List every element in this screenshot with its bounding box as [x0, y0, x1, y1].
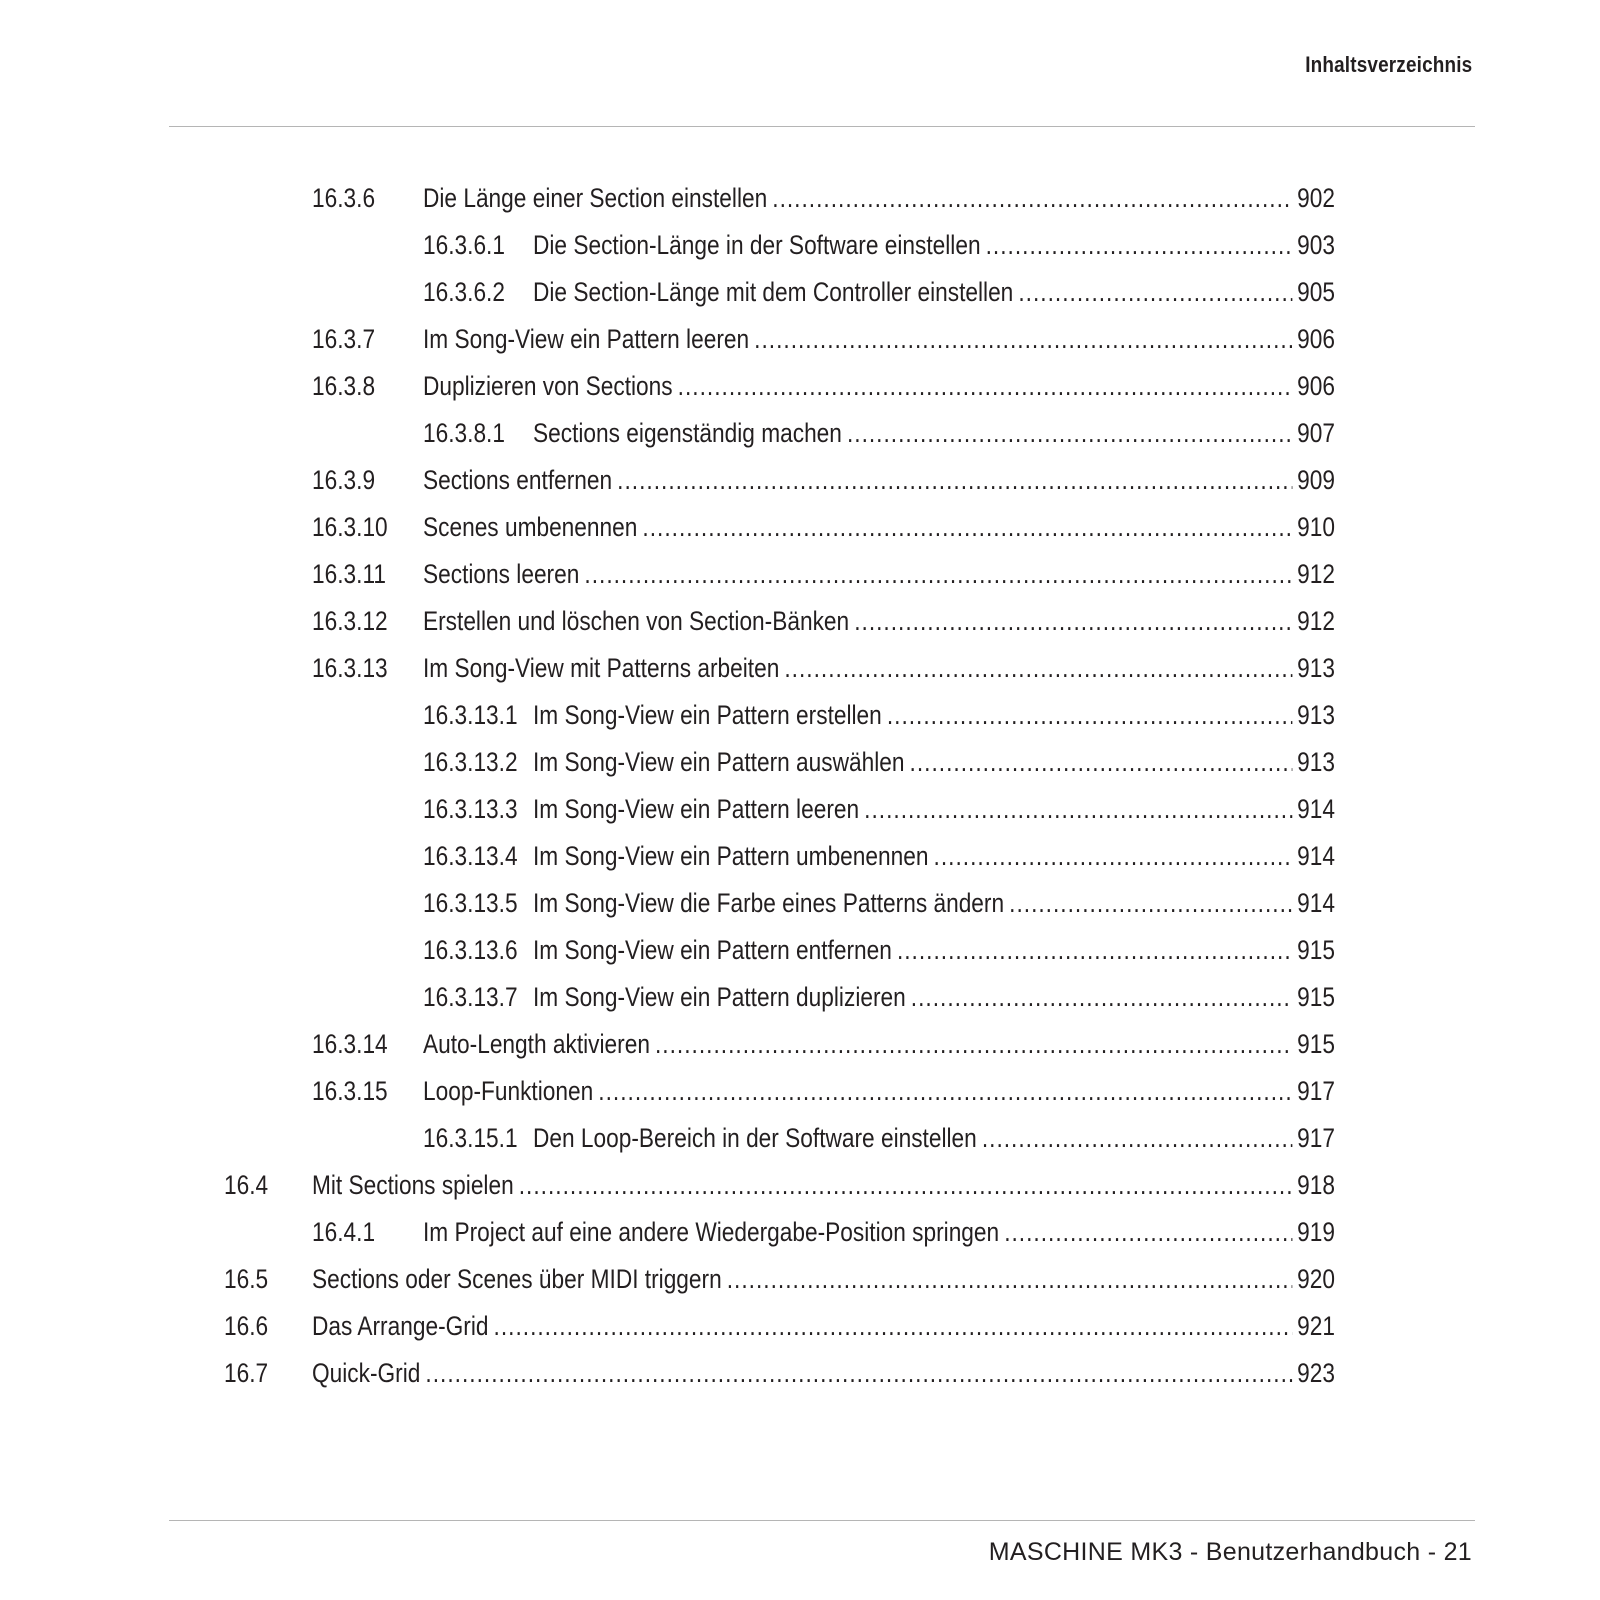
toc-entry-number: 16.7: [224, 1358, 269, 1388]
toc-dot-leader: [1009, 880, 1292, 927]
toc-entry-page: 906: [1297, 371, 1335, 401]
toc-entry[interactable]: [0, 504, 1600, 551]
toc-entry-line: [533, 1115, 1335, 1162]
toc-entry-page: 907: [1297, 418, 1335, 448]
toc-entry-number: 16.4: [224, 1170, 269, 1200]
toc-entry-number: 16.3.8: [312, 371, 376, 401]
toc-entry-line: [533, 410, 1335, 457]
toc-entry-page: 923: [1297, 1358, 1335, 1388]
toc-entry-page: 906: [1297, 324, 1335, 354]
toc-entry-number: 16.5: [224, 1264, 269, 1294]
toc-entry[interactable]: [0, 1162, 1600, 1209]
toc-entry-page: 920: [1297, 1264, 1335, 1294]
toc-entry-page: 915: [1297, 935, 1335, 965]
toc-entry-line: [312, 1162, 1335, 1209]
toc-entry-title: Duplizieren von Sections: [423, 371, 673, 401]
toc-entry-number: 16.3.15.1: [423, 1123, 518, 1153]
toc-dot-leader: [519, 1162, 1292, 1209]
toc-entry-title: Mit Sections spielen: [312, 1170, 514, 1200]
toc-entry-title: Im Project auf eine andere Wiedergabe-Position springen: [423, 1217, 1000, 1247]
toc-entry-line: [533, 786, 1335, 833]
toc-entry[interactable]: [0, 457, 1600, 504]
toc-entry-line: [533, 880, 1335, 927]
toc-entry[interactable]: [0, 1068, 1600, 1115]
toc-entry-number: 16.3.13.2: [423, 747, 518, 777]
toc-entry-title: Quick-Grid: [312, 1358, 421, 1388]
toc-entry-line: [423, 457, 1335, 504]
page-footer: MASCHINE MK3 - Benutzerhandbuch - 21: [988, 1538, 1472, 1566]
toc-entry-title: Im Song-View ein Pattern duplizieren: [533, 982, 906, 1012]
toc-dot-leader: [727, 1256, 1292, 1303]
toc-entry-number: 16.3.13.4: [423, 841, 518, 871]
toc-entry-line: [312, 1256, 1335, 1303]
toc-dot-leader: [897, 927, 1292, 974]
toc-entry-page: 912: [1297, 606, 1335, 636]
toc-entry-title: Loop-Funktionen: [423, 1076, 594, 1106]
toc-entry-number: 16.3.13.1: [423, 700, 518, 730]
toc-entry[interactable]: [0, 269, 1600, 316]
toc-entry-title: Die Section-Länge mit dem Controller einstellen: [533, 277, 1014, 307]
toc-entry-line: [423, 175, 1335, 222]
toc-dot-leader: [784, 645, 1292, 692]
toc-entry-title: Im Song-View ein Pattern umbenennen: [533, 841, 929, 871]
toc-entry-line: [312, 1350, 1335, 1397]
toc-entry-number: 16.3.14: [312, 1029, 388, 1059]
toc-entry[interactable]: [0, 1021, 1600, 1068]
toc-dot-leader: [494, 1303, 1293, 1350]
toc-entry-line: [423, 1068, 1335, 1115]
toc-entry-number: 16.3.13.5: [423, 888, 518, 918]
toc-entry[interactable]: [0, 222, 1600, 269]
toc-entry-page: 913: [1297, 653, 1335, 683]
toc-dot-leader: [425, 1350, 1292, 1397]
toc-dot-leader: [598, 1068, 1292, 1115]
toc-entry-page: 914: [1297, 841, 1335, 871]
toc-entry-page: 910: [1297, 512, 1335, 542]
toc-entry-number: 16.3.11: [312, 559, 386, 589]
toc-entry-number: 16.3.10: [312, 512, 388, 542]
toc-entry[interactable]: [0, 1350, 1600, 1397]
toc-entry[interactable]: [0, 363, 1600, 410]
toc-entry-title: Die Section-Länge in der Software einstellen: [533, 230, 981, 260]
toc-dot-leader: [934, 833, 1293, 880]
toc-entry-line: [423, 598, 1335, 645]
toc-entry[interactable]: [0, 316, 1600, 363]
toc-entry-number: 16.6: [224, 1311, 269, 1341]
toc-entry-page: 921: [1297, 1311, 1335, 1341]
toc-entry-line: [533, 692, 1335, 739]
toc-entry-line: [423, 645, 1335, 692]
page-header-title: Inhaltsverzeichnis: [1304, 52, 1472, 77]
toc-entry-title: Auto-Length aktivieren: [423, 1029, 650, 1059]
toc-dot-leader: [754, 316, 1292, 363]
toc-dot-leader: [678, 363, 1292, 410]
toc-entry-line: [533, 974, 1335, 1021]
toc-dot-leader: [1004, 1209, 1292, 1256]
toc-dot-leader: [910, 739, 1293, 786]
toc-entry-page: 902: [1297, 183, 1335, 213]
toc-entry-page: 919: [1297, 1217, 1335, 1247]
toc-dot-leader: [617, 457, 1292, 504]
toc-entry-title: Sections entfernen: [423, 465, 613, 495]
toc-entry-title: Erstellen und löschen von Section-Bänken: [423, 606, 850, 636]
toc-dot-leader: [584, 551, 1292, 598]
toc-entry[interactable]: [0, 692, 1600, 739]
toc-entry-line: [423, 504, 1335, 551]
toc-entry-title: Im Song-View ein Pattern auswählen: [533, 747, 905, 777]
toc-dot-leader: [887, 692, 1292, 739]
toc-entry-title: Sections eigenständig machen: [533, 418, 842, 448]
toc-entry[interactable]: [0, 786, 1600, 833]
toc-entry-page: 909: [1297, 465, 1335, 495]
toc-entry-title: Sections leeren: [423, 559, 580, 589]
toc-entry-page: 913: [1297, 747, 1335, 777]
toc-entry[interactable]: [0, 551, 1600, 598]
toc-entry-number: 16.3.15: [312, 1076, 388, 1106]
toc-entry-page: 917: [1297, 1076, 1335, 1106]
toc-dot-leader: [864, 786, 1292, 833]
toc-entry-line: [533, 833, 1335, 880]
table-of-contents: [0, 175, 1600, 1397]
toc-dot-leader: [847, 410, 1292, 457]
toc-entry-title: Im Song-View ein Pattern leeren: [533, 794, 860, 824]
toc-entry-number: 16.3.8.1: [423, 418, 505, 448]
toc-entry[interactable]: [0, 175, 1600, 222]
toc-entry-number: 16.3.13.7: [423, 982, 518, 1012]
toc-entry-title: Im Song-View ein Pattern erstellen: [533, 700, 882, 730]
toc-entry-line: [533, 739, 1335, 786]
toc-entry[interactable]: [0, 880, 1600, 927]
toc-entry[interactable]: [0, 598, 1600, 645]
toc-dot-leader: [911, 974, 1292, 1021]
toc-entry[interactable]: [0, 410, 1600, 457]
toc-entry-number: 16.4.1: [312, 1217, 376, 1247]
toc-entry-line: [533, 269, 1335, 316]
toc-entry-line: [423, 363, 1335, 410]
toc-entry[interactable]: [0, 927, 1600, 974]
toc-dot-leader: [642, 504, 1292, 551]
toc-entry-page: 913: [1297, 700, 1335, 730]
toc-dot-leader: [982, 1115, 1292, 1162]
toc-entry[interactable]: [0, 1209, 1600, 1256]
toc-entry[interactable]: [0, 1303, 1600, 1350]
toc-entry-line: [533, 222, 1335, 269]
toc-entry-page: 915: [1297, 1029, 1335, 1059]
toc-entry-page: 917: [1297, 1123, 1335, 1153]
toc-entry-number: 16.3.13.6: [423, 935, 518, 965]
toc-entry[interactable]: [0, 833, 1600, 880]
toc-entry-page: 918: [1297, 1170, 1335, 1200]
toc-entry-page: 903: [1297, 230, 1335, 260]
toc-dot-leader: [986, 222, 1292, 269]
toc-entry-line: [423, 316, 1335, 363]
toc-entry[interactable]: [0, 974, 1600, 1021]
toc-entry-line: [312, 1303, 1335, 1350]
toc-entry-number: 16.3.6.2: [423, 277, 505, 307]
toc-entry[interactable]: [0, 645, 1600, 692]
toc-entry-line: [423, 1209, 1335, 1256]
toc-dot-leader: [854, 598, 1292, 645]
toc-dot-leader: [772, 175, 1292, 222]
toc-entry-title: Im Song-View die Farbe eines Patterns ändern: [533, 888, 1005, 918]
toc-entry-number: 16.3.6: [312, 183, 376, 213]
toc-entry-title: Im Song-View ein Pattern leeren: [423, 324, 750, 354]
toc-dot-leader: [655, 1021, 1292, 1068]
toc-entry[interactable]: [0, 739, 1600, 786]
toc-entry-line: [423, 1021, 1335, 1068]
toc-dot-leader: [1018, 269, 1292, 316]
toc-entry-line: [533, 927, 1335, 974]
toc-entry-number: 16.3.12: [312, 606, 388, 636]
toc-entry-title: Den Loop-Bereich in der Software einstellen: [533, 1123, 977, 1153]
toc-entry-title: Sections oder Scenes über MIDI triggern: [312, 1264, 722, 1294]
toc-entry-line: [423, 551, 1335, 598]
toc-entry-number: 16.3.6.1: [423, 230, 505, 260]
toc-entry-page: 915: [1297, 982, 1335, 1012]
toc-entry-number: 16.3.13.3: [423, 794, 518, 824]
toc-entry[interactable]: [0, 1256, 1600, 1303]
header-rule: [169, 126, 1475, 127]
footer-rule: [169, 1520, 1475, 1521]
toc-entry-title: Im Song-View ein Pattern entfernen: [533, 935, 892, 965]
toc-entry-number: 16.3.7: [312, 324, 376, 354]
toc-entry-number: 16.3.9: [312, 465, 376, 495]
toc-entry[interactable]: [0, 1115, 1600, 1162]
toc-entry-page: 912: [1297, 559, 1335, 589]
toc-entry-page: 914: [1297, 888, 1335, 918]
toc-entry-title: Scenes umbenennen: [423, 512, 638, 542]
toc-entry-number: 16.3.13: [312, 653, 388, 683]
toc-entry-page: 905: [1297, 277, 1335, 307]
toc-entry-title: Die Länge einer Section einstellen: [423, 183, 768, 213]
toc-entry-title: Das Arrange-Grid: [312, 1311, 489, 1341]
toc-entry-page: 914: [1297, 794, 1335, 824]
toc-entry-title: Im Song-View mit Patterns arbeiten: [423, 653, 780, 683]
